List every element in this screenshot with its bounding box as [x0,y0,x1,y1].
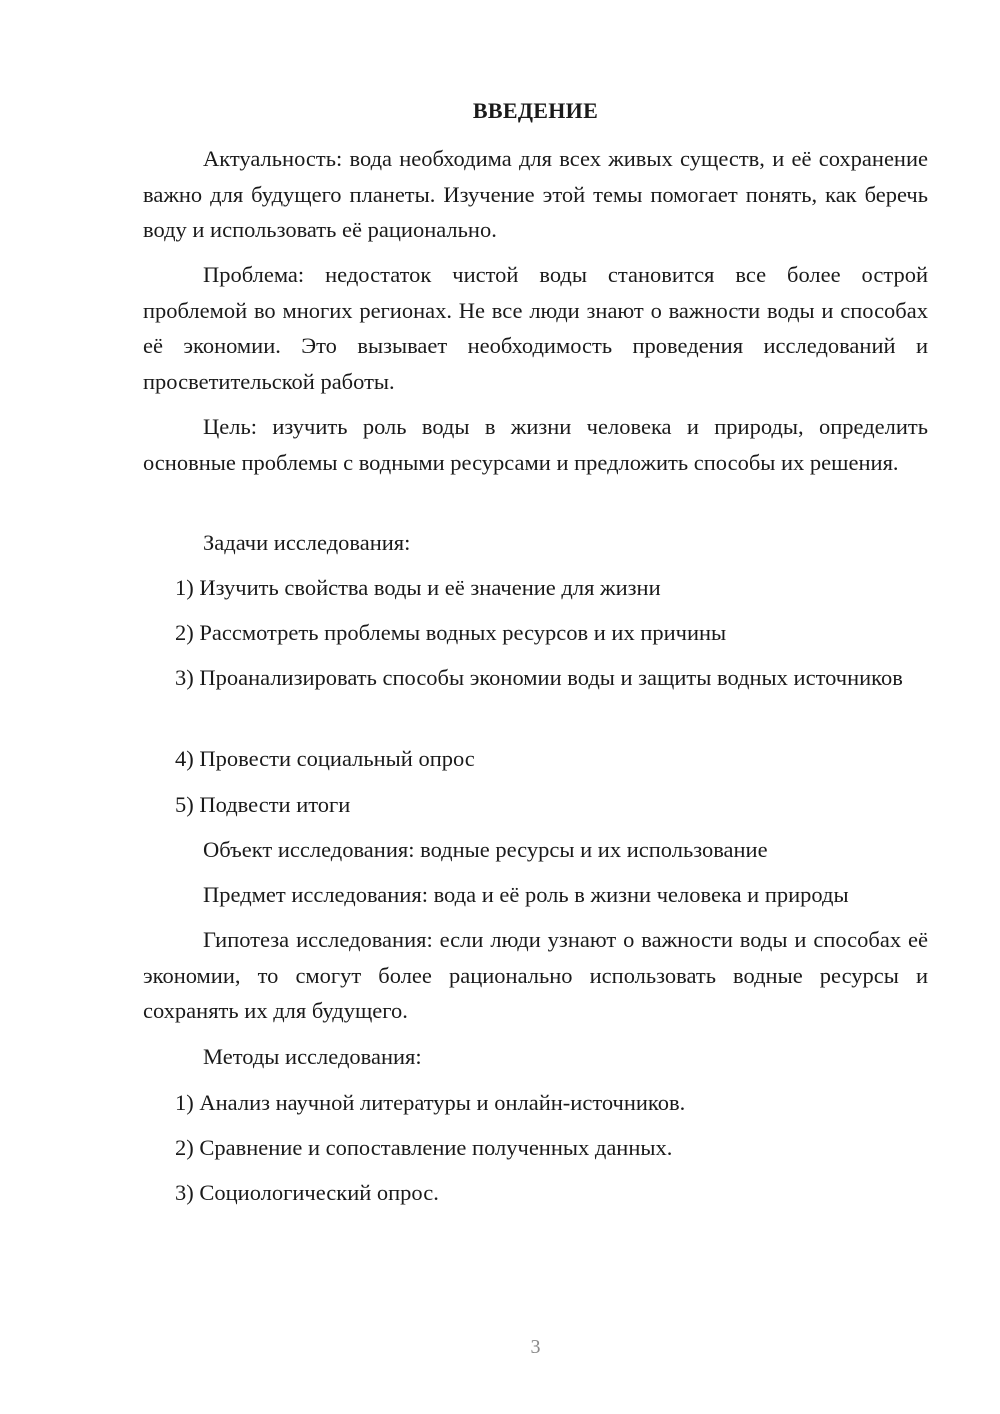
task-item-3: 3) Проанализировать способы экономии воды и защиты водных источников [175,665,903,690]
hypothesis-paragraph: Гипотеза исследования: если люди узнают о важности воды и способах её экономии, то смогут более рационально использовать водные ресурсы и сохранять их для будущего. [143,927,928,1023]
section-title: ВВЕДЕНИЕ [472,98,599,123]
method-item-3: 3) Социологический опрос. [175,1180,439,1205]
method-item-1: 1) Анализ научной литературы и онлайн-источников. [175,1090,686,1115]
task-item-4: 4) Провести социальный опрос [175,746,475,771]
method-item-2: 2) Сравнение и сопоставление полученных данных. [175,1135,673,1160]
task-item-5: 5) Подвести итоги [175,792,351,817]
relevance-paragraph: Актуальность: вода необходима для всех живых существ, и её сохранение важно для будущего планеты. Изучение этой темы помогает понять, как беречь воду и использовать её рационально. [143,146,928,242]
page-number: 3 [530,1336,541,1358]
task-item-1: 1) Изучить свойства воды и её значение для жизни [175,575,661,600]
problem-paragraph: Проблема: недостаток чистой воды становится все более острой проблемой во многих регионах. Не все люди знают о важности воды и способах её экономии. Это вызывает необходимость проведения исследований и просветительской работы. [143,262,928,394]
subject-paragraph: Предмет исследования: вода и её роль в жизни человека и природы [203,882,849,907]
task-item-2: 2) Рассмотреть проблемы водных ресурсов и их причины [175,620,727,645]
methods-heading: Методы исследования: [203,1044,422,1069]
object-paragraph: Объект исследования: водные ресурсы и их использование [203,837,768,862]
document-page [143,0,928,1414]
tasks-heading: Задачи исследования: [203,530,411,555]
goal-paragraph: Цель: изучить роль воды в жизни человека и природы, определить основные проблемы с водными ресурсами и предложить способы их решения. [143,414,928,475]
